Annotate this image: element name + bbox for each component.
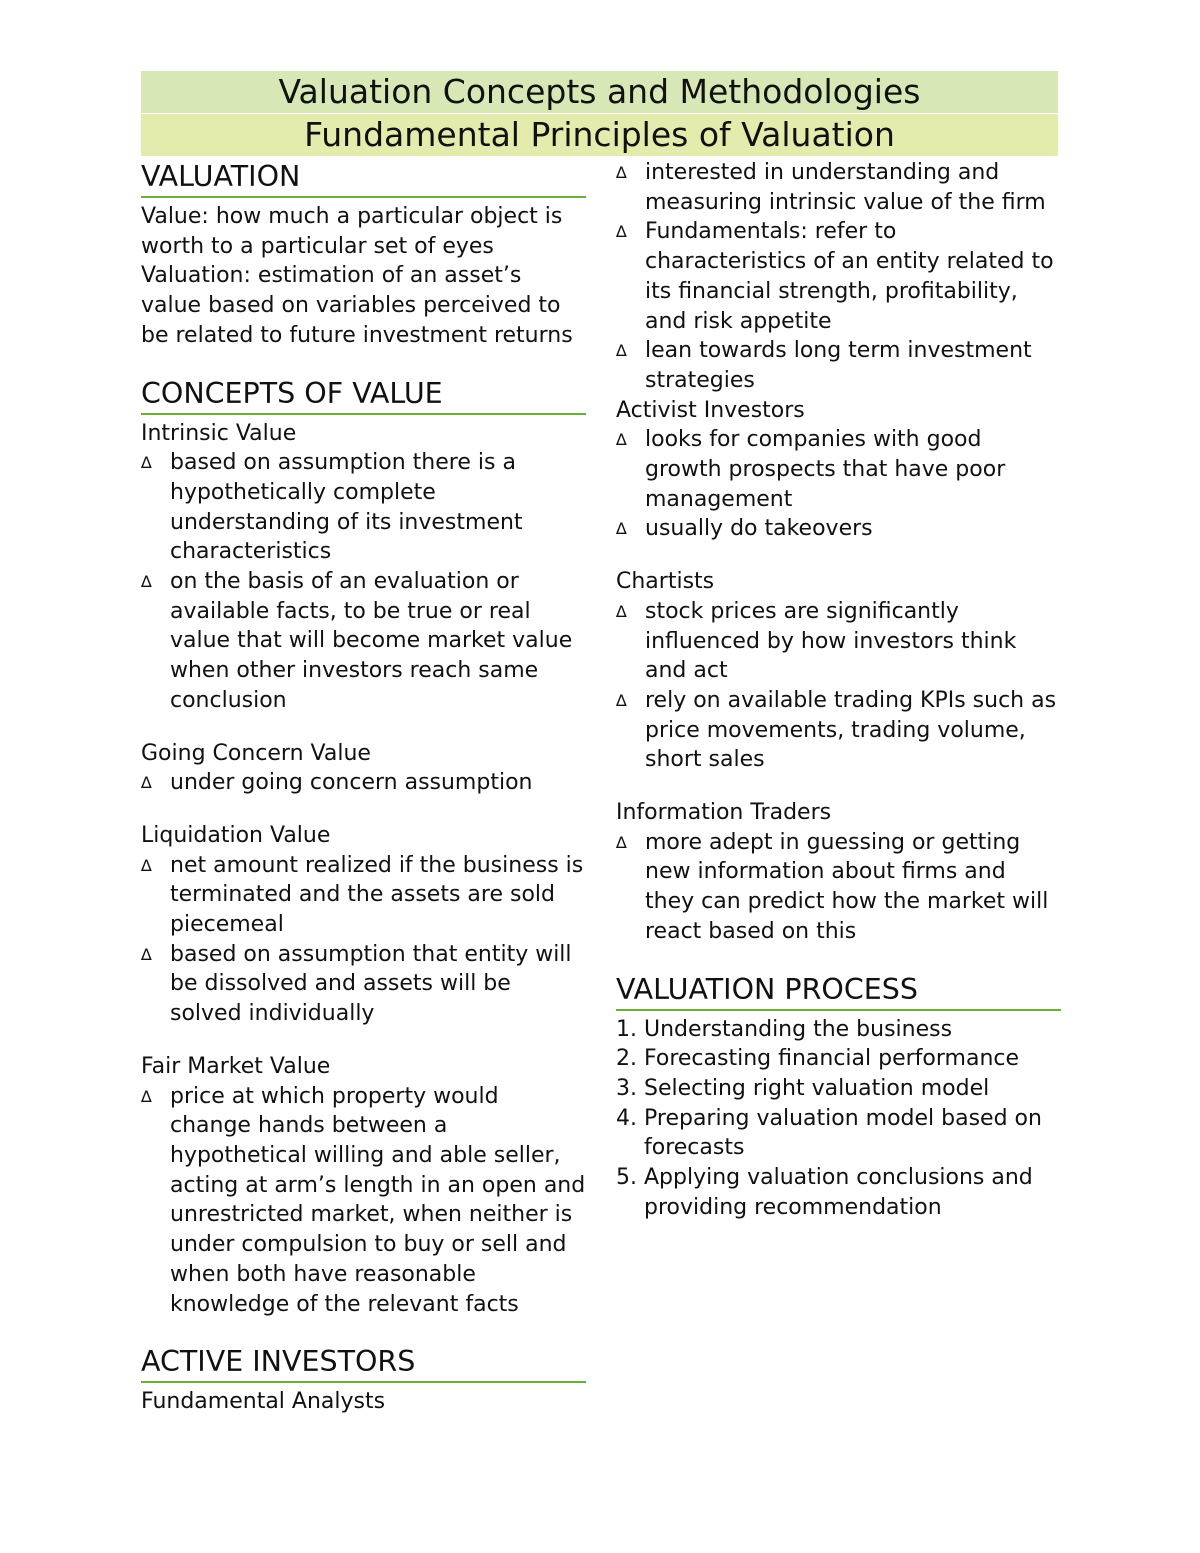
section-heading-concepts-of-value: CONCEPTS OF VALUE xyxy=(141,375,586,415)
list-item: ∆ Fundamentals: refer to characteristics of an entity related to its financial strength, profitability, and risk appetite xyxy=(616,219,1054,334)
list-item: ∆ based on assumption that entity will be dissolved and assets will be solved individually xyxy=(141,941,572,1027)
list-item: ∆ usually do takeovers xyxy=(616,514,1061,544)
triangle-bullet-icon: ∆ xyxy=(141,572,152,592)
chartists-label: Chartists xyxy=(616,569,715,595)
list-item: ∆ based on assumption there is a hypothetically complete understanding of its investment characteristics xyxy=(141,450,523,565)
list-item: ∆ net amount realized if the business is terminated and the assets are sold piecemeal xyxy=(141,852,584,938)
triangle-bullet-icon: ∆ xyxy=(616,519,627,539)
liquidation-value-label: Liquidation Value xyxy=(141,822,331,848)
triangle-bullet-icon: ∆ xyxy=(616,430,627,450)
activist-investors-label: Activist Investors xyxy=(616,397,805,423)
value-definition: Value: how much a particular object is worth to a particular set of eyes xyxy=(141,204,563,259)
process-step: 1. Understanding the business xyxy=(616,1016,953,1042)
document-title: Valuation Concepts and Methodologies xyxy=(141,71,1058,113)
list-item: ∆ lean towards long term investment strategies xyxy=(616,338,1032,393)
triangle-bullet-icon: ∆ xyxy=(141,944,152,964)
list-item: ∆ looks for companies with good growth prospects that have poor management xyxy=(616,427,1006,512)
right-column xyxy=(616,158,1061,1223)
document-subtitle: Fundamental Principles of Valuation xyxy=(141,114,1058,156)
intrinsic-value-label: Intrinsic Value xyxy=(141,420,297,446)
list-item: ∆ under going concern assumption xyxy=(141,768,586,798)
process-step: 5. Applying valuation conclusions and providing recommendation xyxy=(616,1165,1033,1220)
information-traders-label: Information Traders xyxy=(616,800,832,826)
list-item: ∆ stock prices are significantly influenced by how investors think and act xyxy=(616,598,1017,684)
list-item: ∆ rely on available trading KPIs such as price movements, trading volume, short sales xyxy=(616,687,1057,773)
triangle-bullet-icon: ∆ xyxy=(616,690,627,710)
process-step: 4. Preparing valuation model based on forecasts xyxy=(616,1105,1042,1161)
process-step: 2. Forecasting financial performance xyxy=(616,1046,1020,1072)
list-item: ∆ price at which property would change hands between a hypothetical willing and able seller, acting at arm’s length in an open and unrestricted market, when neither is under compulsion to buy or sell and when both have reasonable knowledge of the relevant facts xyxy=(141,1083,586,1317)
triangle-bullet-icon: ∆ xyxy=(616,222,627,242)
triangle-bullet-icon: ∆ xyxy=(141,773,152,793)
left-column xyxy=(141,158,586,1417)
list-item: ∆ interested in understanding and measuring intrinsic value of the firm xyxy=(616,160,1046,215)
triangle-bullet-icon: ∆ xyxy=(141,453,152,473)
list-item: ∆ more adept in guessing or getting new information about firms and they can predict how the market will react based on this xyxy=(616,829,1049,944)
triangle-bullet-icon: ∆ xyxy=(616,601,627,621)
triangle-bullet-icon: ∆ xyxy=(141,1086,152,1106)
going-concern-value-label: Going Concern Value xyxy=(141,740,371,766)
fundamental-analysts-label: Fundamental Analysts xyxy=(141,1389,386,1415)
section-heading-valuation: VALUATION xyxy=(141,158,586,198)
section-heading-valuation-process: VALUATION PROCESS xyxy=(616,971,1061,1011)
triangle-bullet-icon: ∆ xyxy=(616,163,627,182)
triangle-bullet-icon: ∆ xyxy=(616,341,627,361)
list-item: ∆ on the basis of an evaluation or available facts, to be true or real value that will become market value when other investors reach same conclusion xyxy=(141,569,573,713)
section-heading-active-investors: ACTIVE INVESTORS xyxy=(141,1343,586,1383)
valuation-definition: Valuation: estimation of an asset’s value based on variables perceived to be related to future investment returns xyxy=(141,263,573,348)
triangle-bullet-icon: ∆ xyxy=(616,832,627,852)
triangle-bullet-icon: ∆ xyxy=(141,855,152,875)
fair-market-value-label: Fair Market Value xyxy=(141,1053,331,1079)
process-step: 3. Selecting right valuation model xyxy=(616,1075,990,1101)
